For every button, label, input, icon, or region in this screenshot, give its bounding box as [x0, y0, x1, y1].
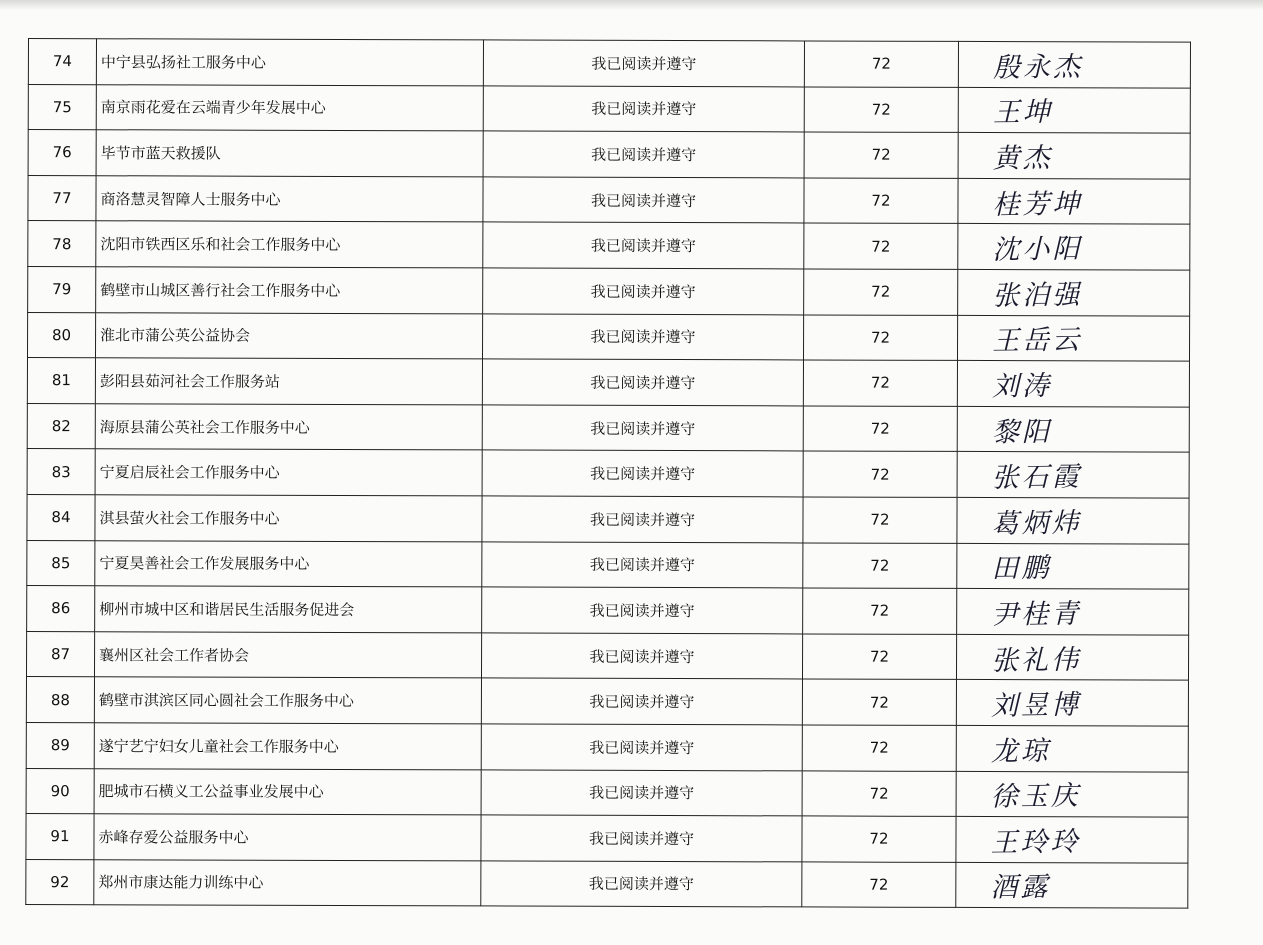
- compliance-statement: 我已阅读并遵守: [483, 177, 804, 224]
- table-row: [28, 84, 1190, 133]
- handwritten-signature: 尹桂青: [991, 598, 1082, 631]
- row-number: 78: [28, 221, 96, 267]
- table-row: [27, 358, 1189, 407]
- signature-cell: [958, 224, 1190, 270]
- row-number: 75: [28, 84, 96, 130]
- handwritten-signature: 黎阳: [991, 416, 1053, 449]
- score: 72: [803, 588, 957, 634]
- row-number: 84: [27, 494, 95, 540]
- handwritten-signature: 张泊强: [992, 279, 1083, 312]
- organization-name: 柳州市城中区和谐居民生活服务促进会: [95, 586, 482, 633]
- table-row: [27, 449, 1189, 498]
- score: 72: [802, 725, 956, 771]
- organization-name: 商洛慧灵智障人士服务中心: [96, 175, 483, 222]
- score: 72: [804, 41, 958, 87]
- score: 72: [803, 542, 957, 588]
- score: 72: [803, 451, 957, 497]
- organization-name: 肥城市石横义工公益事业发展中心: [94, 768, 481, 815]
- organization-name: 淮北市蒲公英公益协会: [95, 312, 482, 359]
- score: 72: [804, 223, 958, 269]
- handwritten-signature: 刘涛: [991, 370, 1053, 403]
- handwritten-signature: 酒露: [990, 872, 1051, 905]
- row-number: 79: [28, 266, 96, 312]
- handwritten-signature: 王岳云: [991, 324, 1083, 358]
- score: 72: [802, 862, 956, 908]
- handwritten-signature: 张石霞: [991, 461, 1082, 494]
- handwritten-signature: 葛炳炜: [991, 507, 1082, 540]
- handwritten-signature: 龙琼: [990, 735, 1052, 768]
- row-number: 81: [27, 358, 95, 404]
- handwritten-signature: 殷永杰: [992, 51, 1084, 84]
- table-row: [26, 814, 1188, 863]
- handwritten-signature: 沈小阳: [992, 233, 1083, 266]
- compliance-statement: 我已阅读并遵守: [481, 724, 802, 771]
- signature-cell: [958, 269, 1190, 315]
- table-row: [27, 403, 1189, 452]
- table-body: [26, 39, 1191, 909]
- organization-name: 南京雨花爱在云端青少年发展中心: [96, 84, 483, 131]
- signature-cell: [956, 680, 1188, 726]
- handwritten-signature: 田鹏: [991, 553, 1052, 585]
- score: 72: [803, 497, 957, 543]
- score: 72: [804, 87, 958, 133]
- signature-cell: [958, 41, 1190, 87]
- handwritten-signature: 张礼伟: [990, 644, 1082, 677]
- signature-cell: [958, 178, 1190, 224]
- table-row: [26, 631, 1188, 680]
- score: 72: [804, 132, 958, 178]
- row-number: 74: [28, 39, 96, 85]
- score: 72: [802, 816, 956, 862]
- organization-name: 宁夏昊善社会工作发展服务中心: [95, 540, 482, 587]
- compliance-statement: 我已阅读并遵守: [481, 815, 802, 862]
- table-row: [26, 722, 1188, 771]
- score: 72: [803, 360, 957, 406]
- organization-name: 鹤壁市山城区善行社会工作服务中心: [96, 267, 483, 314]
- handwritten-signature: 刘昱博: [990, 689, 1082, 722]
- handwritten-signature: 黄杰: [992, 142, 1053, 175]
- signature-cell: [957, 452, 1189, 498]
- signature-cell: [956, 725, 1188, 771]
- signature-cell: [956, 634, 1188, 680]
- table-row: [26, 677, 1188, 726]
- row-number: 89: [26, 722, 94, 768]
- table-row: [28, 175, 1190, 224]
- table-row: [27, 586, 1189, 635]
- compliance-statement: 我已阅读并遵守: [483, 222, 804, 269]
- table-row: [28, 221, 1190, 270]
- organization-name: 毕节市蓝天救援队: [96, 130, 483, 177]
- row-number: 83: [27, 449, 95, 495]
- row-number: 90: [26, 768, 94, 814]
- table-row: [27, 494, 1189, 543]
- table-row: [26, 768, 1188, 817]
- table-row: [27, 540, 1189, 589]
- organization-name: 郑州市康达能力训练中心: [94, 859, 481, 906]
- table-row: [26, 859, 1188, 908]
- handwritten-signature: 徐玉庆: [990, 780, 1081, 814]
- row-number: 80: [27, 312, 95, 358]
- signature-cell: [958, 87, 1190, 133]
- row-number: 85: [27, 540, 95, 586]
- signature-cell: [957, 361, 1189, 407]
- organization-name: 中宁县弘扬社工服务中心: [96, 39, 483, 86]
- organization-name: 彭阳县茹河社会工作服务站: [95, 358, 482, 405]
- signature-cell: [958, 133, 1190, 179]
- row-number: 92: [26, 859, 94, 905]
- signature-cell: [957, 406, 1189, 452]
- row-number: 88: [26, 677, 94, 723]
- row-number: 82: [27, 403, 95, 449]
- compliance-statement: 我已阅读并遵守: [482, 450, 803, 497]
- compliance-statement: 我已阅读并遵守: [481, 769, 802, 816]
- organization-name: 赤峰存爱公益服务中心: [94, 814, 481, 861]
- compliance-statement: 我已阅读并遵守: [482, 587, 803, 634]
- compliance-statement: 我已阅读并遵守: [481, 633, 802, 680]
- compliance-statement: 我已阅读并遵守: [482, 496, 803, 543]
- handwritten-signature: 王坤: [992, 97, 1054, 129]
- score: 72: [804, 269, 958, 315]
- organization-name: 海原县蒲公英社会工作服务中心: [95, 403, 482, 450]
- row-number: 76: [28, 130, 96, 176]
- score: 72: [803, 406, 957, 452]
- table-row: [28, 266, 1190, 315]
- organization-name: 沈阳市铁西区乐和社会工作服务中心: [96, 221, 483, 268]
- signature-cell: [957, 315, 1189, 361]
- compliance-statement: 我已阅读并遵守: [482, 359, 803, 406]
- row-number: 87: [26, 631, 94, 677]
- signature-cell: [956, 817, 1188, 863]
- compliance-statement: 我已阅读并遵守: [483, 268, 804, 315]
- row-number: 86: [27, 586, 95, 632]
- organization-name: 宁夏启辰社会工作服务中心: [95, 449, 482, 496]
- table-row: [28, 39, 1190, 88]
- score: 72: [802, 634, 956, 680]
- organization-name: 遂宁艺宁妇女儿童社会工作服务中心: [94, 723, 481, 770]
- scan-edge-shadow: [0, 0, 1263, 10]
- signature-cell: [957, 589, 1189, 635]
- compliance-statement: 我已阅读并遵守: [483, 131, 804, 178]
- score: 72: [802, 770, 956, 816]
- organization-name: 鹤壁市淇滨区同心圆社会工作服务中心: [94, 677, 481, 724]
- signature-cell: [957, 497, 1189, 543]
- commitment-sign-table: [25, 38, 1191, 909]
- table-row: [28, 130, 1190, 179]
- compliance-statement: 我已阅读并遵守: [481, 678, 802, 725]
- row-number: 77: [28, 175, 96, 221]
- signature-cell: [956, 771, 1188, 817]
- signature-cell: [956, 862, 1188, 908]
- signature-cell: [957, 543, 1189, 589]
- compliance-statement: 我已阅读并遵守: [482, 541, 803, 588]
- organization-name: 淇县萤火社会工作服务中心: [95, 495, 482, 542]
- compliance-statement: 我已阅读并遵守: [483, 40, 804, 87]
- row-number: 91: [26, 814, 94, 860]
- score: 72: [802, 679, 956, 725]
- compliance-statement: 我已阅读并遵守: [483, 86, 804, 133]
- score: 72: [803, 315, 957, 361]
- score: 72: [804, 178, 958, 224]
- compliance-statement: 我已阅读并遵守: [481, 861, 802, 908]
- handwritten-signature: 王玲玲: [990, 826, 1081, 859]
- organization-name: 襄州区社会工作者协会: [94, 631, 481, 678]
- table-row: [27, 312, 1189, 361]
- handwritten-signature: 桂芳坤: [992, 188, 1083, 221]
- compliance-statement: 我已阅读并遵守: [482, 405, 803, 452]
- compliance-statement: 我已阅读并遵守: [482, 313, 803, 360]
